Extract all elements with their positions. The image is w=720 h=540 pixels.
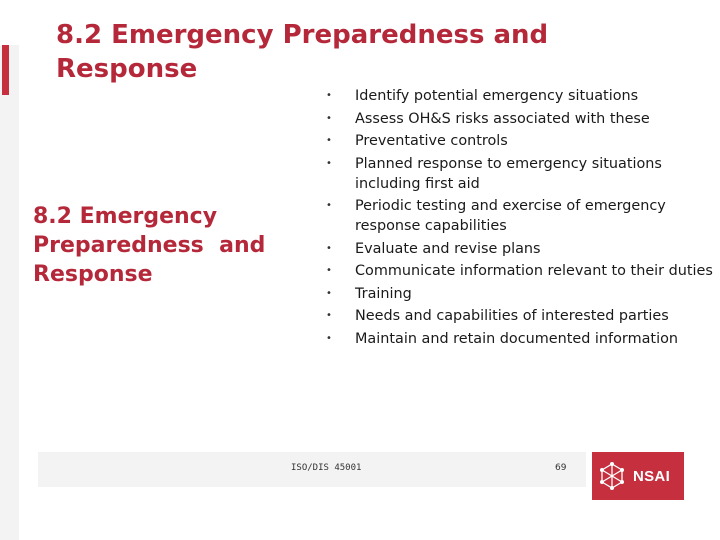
bullet-dot: • <box>326 287 332 299</box>
list-item <box>322 329 714 349</box>
list-item <box>322 306 714 326</box>
list-item <box>322 109 714 129</box>
list-item <box>322 196 714 236</box>
list-item <box>322 131 714 151</box>
bullet-dot: • <box>326 265 332 276</box>
list-item <box>322 86 714 106</box>
bullet-text: Planned response to emergency situations including first aid <box>355 155 662 192</box>
footer-text: ISO/DIS 45001 <box>291 463 362 473</box>
bullet-text: Identify potential emergency situations <box>355 88 639 104</box>
nsai-network-logo-icon <box>592 452 632 500</box>
accent-bar <box>2 45 9 95</box>
page-title: 8.2 Emergency Preparedness and Response <box>56 20 549 84</box>
list-item <box>322 154 714 194</box>
bullet-text: Communicate information relevant to their duties <box>355 263 713 279</box>
bullet-text: Maintain and retain documented information <box>355 330 678 347</box>
bullet-text: Preventative controls <box>355 133 508 149</box>
bullet-text: Periodic testing and exercise of emergency response capabilities <box>355 198 666 234</box>
list-item <box>322 261 714 281</box>
list-item <box>322 284 714 304</box>
bullet-text: Needs and capabilities of interested parties <box>355 308 669 324</box>
bullet-dot: • <box>326 157 332 169</box>
page-number: 69 <box>555 463 567 473</box>
list-item <box>322 239 714 259</box>
bullet-dot: • <box>326 135 332 146</box>
bullet-dot: • <box>326 310 332 321</box>
bullet-dot: • <box>326 112 332 124</box>
bullet-text: Evaluate and revise plans <box>355 240 541 257</box>
bullet-text: Training <box>355 285 412 302</box>
nsai-logo <box>592 452 684 500</box>
logo-text: NSAI <box>633 468 671 485</box>
bullet-dot: • <box>326 200 332 211</box>
bullet-dot: • <box>326 332 332 344</box>
side-heading: 8.2 Emergency Preparedness and Response <box>33 204 274 287</box>
bullet-dot: • <box>326 242 332 254</box>
bullet-list <box>322 86 714 351</box>
bullet-text: Assess OH&S risks associated with these <box>355 110 650 127</box>
bullet-dot: • <box>326 90 332 101</box>
